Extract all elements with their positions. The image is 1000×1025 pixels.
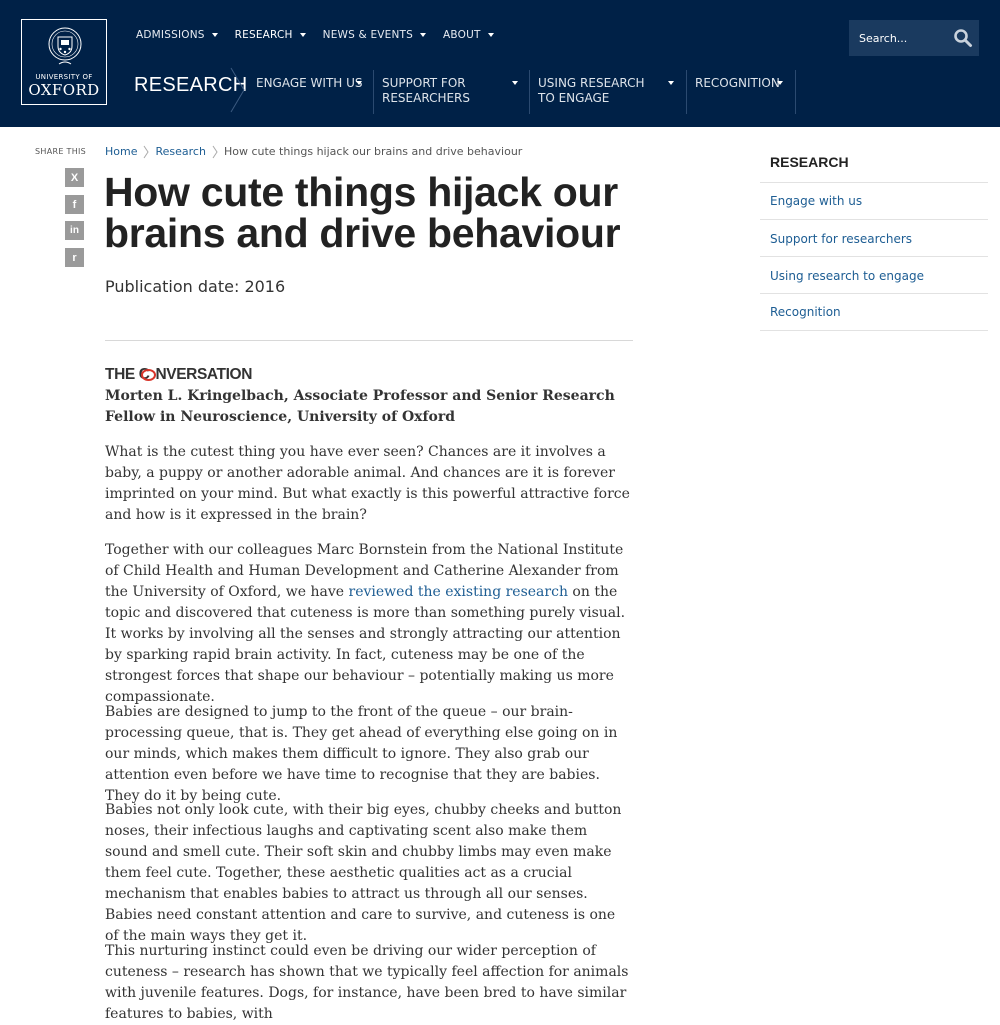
logo-oxford-text: OXFORD: [28, 81, 100, 99]
sidebar-divider: [760, 182, 988, 183]
breadcrumb-chevron-icon: [143, 146, 149, 158]
topnav-news-events-label: NEWS & EVENTS: [322, 29, 414, 41]
section-title[interactable]: RESEARCH: [134, 74, 248, 96]
conversation-o-icon: [141, 369, 156, 381]
sidebar-divider: [760, 330, 988, 331]
caret-down-icon: [777, 81, 783, 85]
sidebar-link-support-for-researchers[interactable]: Support for researchers: [770, 232, 913, 246]
subnav-using-research-to-engage[interactable]: [538, 76, 663, 106]
search-box: [849, 20, 979, 56]
divider: [105, 340, 633, 341]
caret-down-icon: [512, 81, 518, 85]
subnav-engage-label: ENGAGE WITH US: [256, 76, 363, 90]
conversation-logo-text-1: THE C: [105, 366, 150, 383]
caret-down-icon: [420, 33, 426, 37]
topnav-about-label: ABOUT: [443, 29, 481, 41]
subnav-divider: [795, 70, 796, 114]
breadcrumb: [105, 145, 522, 158]
topnav-research[interactable]: [235, 29, 306, 41]
paragraph-3: Babies are designed to jump to the front of the queue – our brain-processing queue, that is. They get ahead of everything else going on in our minds, which makes them difficult to ignore. They also grab our attention even before we have time to recognise that they are babies. They do it by being cute.: [105, 704, 618, 804]
caret-down-icon: [668, 81, 674, 85]
breadcrumb-research[interactable]: Research: [155, 145, 206, 158]
sidebar-link-using-research-to-engage[interactable]: Using research to engage: [770, 269, 924, 283]
subnav-support-label: SUPPORT FOR RESEARCHERS: [382, 76, 471, 105]
paragraph-2-text-a: Together with our colleagues Marc Bornstein from the National Institute of Child Health and Human Development and Catherine Alexander from the University of Oxford, we have: [105, 542, 624, 600]
subnav-divider: [529, 70, 530, 114]
linkedin-icon[interactable]: in: [65, 221, 84, 240]
paragraph-1: What is the cutest thing you have ever seen? Chances are it involves a baby, a puppy or another adorable animal. And chances are it is forever imprinted on your mind. But what exactly is this powerful attractive force and how is it expressed in the brain?: [105, 444, 630, 523]
facebook-icon[interactable]: f: [65, 195, 84, 214]
search-input[interactable]: [849, 20, 944, 56]
subnav-recognition-label: RECOGNITION: [695, 76, 780, 90]
breadcrumb-current: How cute things hijack our brains and drive behaviour: [223, 145, 523, 158]
sidebar-link-engage-with-us[interactable]: Engage with us: [770, 194, 863, 208]
the-conversation-logo: [105, 366, 252, 384]
paragraph-2-text-b: on the topic and discovered that cuteness is more than something purely visual. It works by involving all the senses and strongly attracting our attention by sparking rapid brain activity. In fact, cuteness may be one of the strongest forces that shape our behaviour – potentially making us more compassionate.: [105, 584, 626, 705]
caret-down-icon: [300, 33, 306, 37]
subnav-divider: [373, 70, 374, 114]
conversation-logo-text-2: NVERSATION: [155, 366, 252, 383]
share-label: SHARE THIS: [35, 147, 87, 156]
breadcrumb-home[interactable]: Home: [105, 145, 138, 158]
page-title: How cute things hijack our brains and drive behaviour: [104, 169, 621, 256]
topnav-admissions[interactable]: [136, 29, 218, 41]
logo-university-text: UNIVERSITY OF: [35, 73, 93, 81]
sidebar-divider: [760, 293, 988, 294]
caret-down-icon: [488, 33, 494, 37]
reviewed-research-link[interactable]: reviewed the existing research: [348, 584, 568, 600]
twitter-x-icon[interactable]: X: [65, 168, 84, 187]
paragraph-5: This nurturing instinct could even be driving our wider perception of cuteness – research has shown that we typically feel affection for animals with juvenile features. Dogs, for instance, have been bred to have similar features to babies, with: [105, 943, 629, 1022]
topnav-admissions-label: ADMISSIONS: [136, 29, 205, 41]
paragraph-2: [105, 540, 633, 708]
subnav-support-for-researchers[interactable]: [382, 76, 502, 106]
caret-down-icon: [356, 81, 362, 85]
topnav-research-label: RESEARCH: [234, 29, 293, 41]
site-header: [0, 0, 1000, 127]
topnav-about[interactable]: [443, 29, 494, 41]
oxford-logo[interactable]: [21, 19, 107, 105]
sidebar-title: RESEARCH: [770, 154, 849, 170]
subnav-recognition[interactable]: [695, 76, 780, 91]
subnav-using-label: USING RESEARCH TO ENGAGE: [538, 76, 645, 105]
sidebar-divider: [760, 256, 988, 257]
subnav-divider: [686, 70, 687, 114]
top-navigation: [136, 29, 511, 41]
topnav-news-events[interactable]: [323, 29, 426, 41]
subnav-engage-with-us[interactable]: [256, 76, 366, 91]
chevron-separator-icon: [230, 68, 246, 112]
search-icon[interactable]: [953, 28, 973, 48]
paragraph-4: Babies not only look cute, with their big eyes, chubby cheeks and button noses, their infectious laughs and captivating scent also make them sound and smell cute. Their soft skin and chubby limbs may even make them feel cute. Together, these aesthetic qualities act as a crucial mechanism that enables babies to attract us through all our senses. Babies need constant attention and care to survive, and cuteness is one of the main ways they get it.: [105, 802, 622, 944]
breadcrumb-chevron-icon: [212, 146, 218, 158]
sidebar-link-recognition[interactable]: Recognition: [770, 305, 841, 319]
sidebar-divider: [760, 219, 988, 220]
publication-date: Publication date: 2016: [105, 277, 286, 296]
author-byline: Morten L. Kringelbach, Associate Professor and Senior Research Fellow in Neuroscience, University of Oxford: [105, 388, 615, 425]
caret-down-icon: [212, 33, 218, 37]
crest-icon: [47, 24, 83, 68]
reddit-icon[interactable]: r: [65, 248, 84, 267]
